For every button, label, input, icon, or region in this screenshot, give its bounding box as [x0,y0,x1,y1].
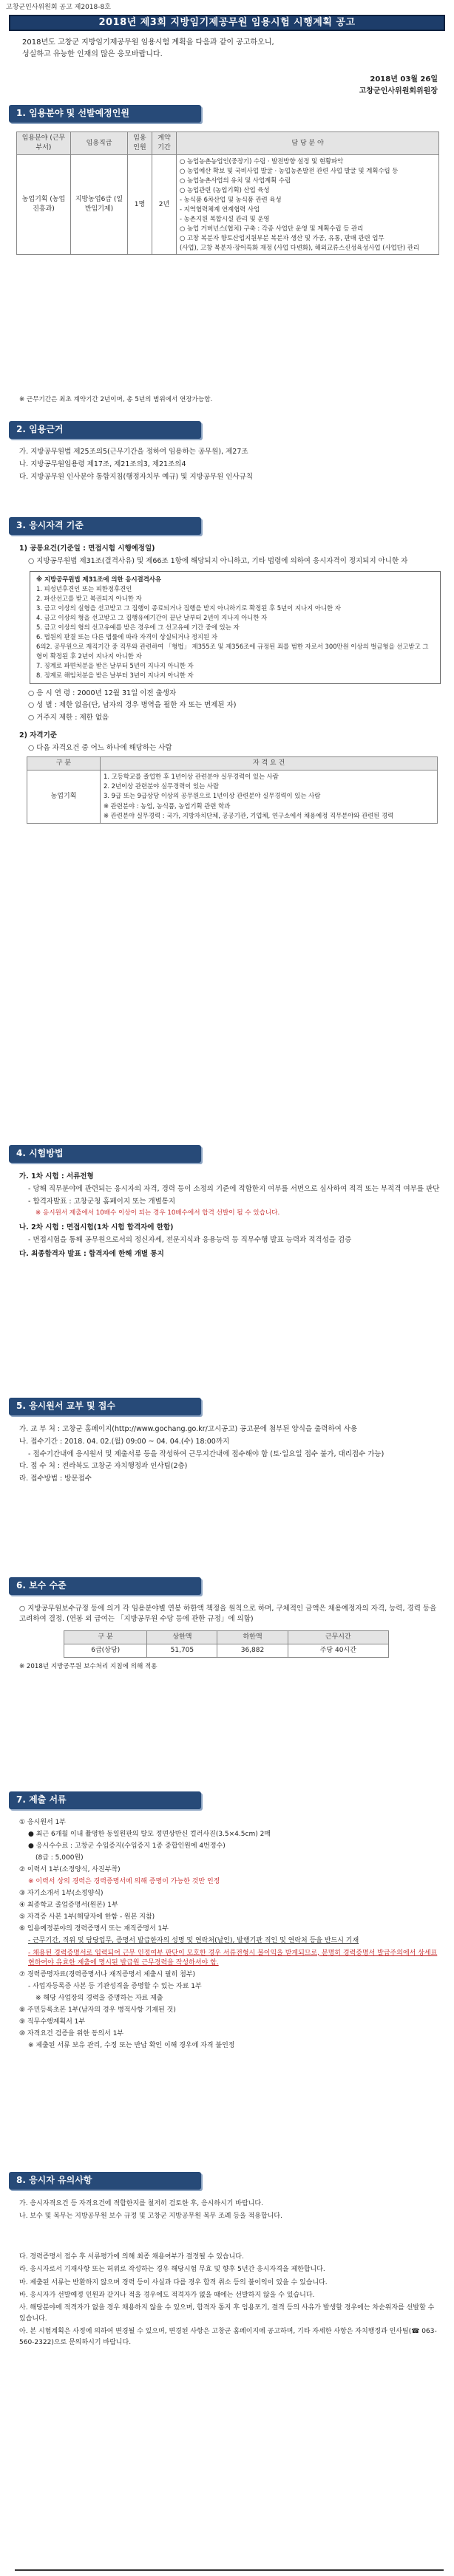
s3-sub1-line: ○ 지방공무원법 제31조(결격사유) 및 제66조 1항에 해당되지 아니하고, 기타 법령에 의하여 응시자격이 정지되지 아니한 자 [28,556,408,565]
col-header: 상한액 [147,1630,217,1644]
issuer: 고창군인사위원회위원장 [359,86,438,95]
s7-line: ※ 제출된 서류 보유 관리, 수정 또는 반납 확인 이해 경우에 자격 불인정 [28,2041,235,2049]
cell-grade: 지방농업6급 (일반임기제) [71,155,128,255]
s7-line: ⑦ 경력증명자료(경력증명서나 재직증명서 제출시 필히 첨부) [19,1970,196,1978]
s7-line: ● 응시수수료 : 고창군 수입증지(수입증지 1종 중합인원에 4번정수) [28,1842,226,1851]
col-header: 자 격 요 건 [101,756,438,770]
s2-line: 나. 지방공무원임용령 제17조, 제21조의3, 제21조의4 [19,459,186,468]
duty-line: ○ 농업 거버넌스(협치) 구축 : 각종 사업단 운영 및 계획수립 등 관리 [180,225,364,233]
s8-line: 가. 응시자격요건 등 자격요건에 적합한지를 철저히 검토한 후, 응시하시기 바랍니다. [19,2200,263,2207]
s4-sub2: 나. 2차 시험 : 면접시험(1차 시험 합격자에 한함) [19,1223,174,1231]
footer-rule [15,2569,444,2571]
issue-info [359,74,438,97]
cell-grade: 6급(상당) [64,1644,147,1657]
duty-line: ○ 농업예산 확보 및 국비사업 발굴 · 농업농촌발전 관련 사업 발굴 및 계획수립 등 [180,167,399,175]
section-title: 7. 제출 서류 [16,1794,67,1805]
s8-line: 나. 보수 및 복무는 지방공무원 보수 규정 및 고창군 지방공무원 복무 조례 등을 적용합니다. [19,2213,282,2221]
s7-line: - 근무기간, 직위 및 담당업무, 증명서 발급한자의 성명 및 연락처(날인), 발행기관 직인 및 연락처 등을 반드시 기재 [28,1937,359,1945]
section-title: 2. 임용근거 [16,424,64,434]
s5-line: 가. 교 부 처 : 고창군 홈페이지(http://www.gochang.go.kr/고시공고) 공고문에 첨부된 양식을 출력하여 사용 [19,1425,358,1433]
duty-line: - 농촌지원 복합시설 관리 및 운영 [180,215,270,223]
s7-line: - 사업자등록증 사본 등 기관성격을 증명할 수 있는 자료 1부 [28,1982,202,1990]
col-header: 계약기간 [152,132,177,155]
box-line: 3. 금고 이상의 실형을 선고받고 그 집행이 종료되거나 집행을 받지 아니하기로 확정된 후 5년이 지나지 아니한 자 [36,604,341,612]
s7-line: ④ 최종학교 졸업증명서(원본) 1부 [19,1902,118,1910]
s4-body [19,1172,441,1262]
cell-count: 1명 [128,155,152,255]
s8-body [19,2199,441,2350]
section-header-7 [9,1791,201,1809]
recruit-table [16,131,439,255]
req-line: 3. 9급 또는 9급상당 이상의 공무원으로 1년이상 관련분야 실무경력이 있는 사람 [104,792,321,800]
cell-field: 농업기획 (농업진흥과) [17,155,71,255]
req-line: ※ 관련분야 : 농업, 농식품, 농업기획 관련 학과 [104,802,231,810]
section-title: 1. 임용분야 및 선발예정인원 [16,108,129,118]
req-line: 1. 고등학교를 졸업한 후 1년이상 관련분야 실무경력이 있는 사람 [104,772,279,780]
s3-sub2: 2) 자격기준 [19,731,57,739]
s5-body [19,1424,441,1486]
s7-line: ⑩ 자격요건 검증을 위한 동의서 1부 [19,2029,124,2037]
box-line: 2. 파산선고를 받고 복권되지 아니한 자 [36,594,142,602]
s4-line: - 당해 직무분야에 관련되는 응시자의 자격, 경력 등이 소정의 기준에 적합한지 여부를 서면으로 심사하여 적격 또는 부적격 여부를 판단 [28,1184,440,1193]
s4-note: ※ 응시원서 제출에서 10배수 이상이 되는 경우 10배수에서 합격 선발이 될 수 있습니다. [35,1209,280,1217]
s7-line: ① 응시원서 1부 [19,1819,66,1826]
col-header: 하한액 [217,1630,288,1644]
section-header-3 [9,517,201,535]
s1-note: ※ 근무기간은 최초 계약기간 2년이며, 총 5년의 범위에서 연장가능함. [19,396,213,403]
duty-line: - 지역협력체계 연계협력 사업 [180,205,260,213]
col-header: 근무시간 [288,1630,388,1644]
s2-body [19,447,441,484]
s8-line: 아. 본 시험계획은 사정에 의하여 변경될 수 있으며, 변경된 사항은 고창군 홈페이지에 공고하며, 기타 자세한 사항은 자치행정과 인사팀(☎ 063-560-2322)으로 문의하시기 바랍니다. [19,2328,437,2346]
s4-line: - 면접시험을 통해 공무원으로서의 정신자세, 전문지식과 응용능력 등 직무수행 발표 능력과 적격성을 검증 [28,1235,352,1244]
s8-line: 다. 경력증명서 접수 후 서류평가에 의해 최종 채용여부가 결정될 수 있습니다. [19,2252,244,2261]
duty-line: ○ 농업농촌농업인(중장기) 수립 · 발전방향 설정 및 현황파악 [180,157,344,165]
section-title: 8. 응시자 유의사항 [16,2175,92,2185]
qualification-table [27,756,438,824]
s7-line: (8급 : 5,000원) [35,1854,84,1862]
section-header-8 [9,2172,201,2190]
cell-requirements [101,770,438,823]
s4-sub3: 다. 최종합격자 발표 : 합격자에 한해 개별 통지 [19,1250,164,1259]
cell-period: 2년 [152,155,177,255]
section-title: 4. 시험방법 [16,1148,64,1158]
s7-line: ⑤ 자격증 사본 1부(해당자에 한함 - 원본 지참) [19,1913,155,1921]
col-header: 담 당 분 야 [177,132,439,155]
box-line: 6의2. 공무원으로 재직기간 중 직무와 관련하여 「형법」 제355조 및 제356조에 규정된 죄를 범한 자로서 300만원 이상의 벌금형을 선고받고 그 형이 확정된 후 2년이 지나지 아니한 자 [36,642,429,660]
s3-body [19,544,441,824]
s8-line: 라. 응시자로서 기재사항 또는 허위로 작성하는 경우 해당시험 무효 및 향후 5년간 응시자격을 제한합니다. [19,2266,325,2274]
section-header-4 [9,1145,201,1163]
s2-line: 가. 지방공무원법 제25조의5(근무기간을 정하여 임용하는 공무원), 제27조 [19,448,248,456]
col-header: 임용직급 [71,132,128,155]
cond-line: ○ 응 시 연 령 : 2000년 12월 31일 이전 출생자 [28,689,177,697]
cell-duties [177,155,439,255]
s7-line: ⑧ 주민등록초본 1부(남자의 경우 병적사항 기재된 것) [19,2006,176,2014]
s8-line: 사. 해당분야에 적격자가 없을 경우 채용하지 않을 수 있으며, 합격자 통지 후 임용포기, 결격 등의 사유가 발생할 경우에는 차순위자를 선발할 수 있습니다. [19,2304,435,2323]
disqualification-box [30,571,441,684]
cell-hours: 주당 40시간 [288,1644,388,1657]
s8-line: 바. 응시자가 선발예정 인원과 같거나 적을 경우에도 적격자가 없을 때에는 선발하지 않을 수 있습니다. [19,2291,315,2299]
s7-body [19,1818,441,2053]
s5-line: - 접수기간내에 응시원서 및 제출서류 등을 작성하여 근무지간내에 접수해야 함 (토·일요일 접수 불가, 대리접수 가능) [28,1449,384,1458]
cell-max: 51,705 [147,1644,217,1657]
s8-line: 마. 제출된 서류는 반환하지 않으며 경력 등이 사실과 다를 경우 합격 취소 등의 불이익이 있을 수 있습니다. [19,2278,328,2286]
duty-line: ○ 농업농촌사업의 유치 및 사업계획 수립 [180,177,291,185]
s7-line: ※ 해당 사업장의 경력을 증명하는 자료 제출 [35,1994,163,2002]
s3-sub1: 1) 공통요건(기준일 : 면접시험 시행예정일) [19,544,155,553]
cell-field: 농업기획 [27,770,101,823]
duty-line: ○ 고창 복분자 향토산업지원부분 복분자 생산 및 가공, 유통, 판매 관련 업무 [180,234,384,242]
doc-number: 고창군인사위원회 공고 제2018-8호 [6,4,111,11]
box-line: 7. 징계로 파면처분을 받은 날부터 5년이 지나지 아니한 자 [36,661,194,669]
s6-line: ○ 지방공무원보수규정 등에 의거 각 임용분야별 연봉 하한액 책정을 원칙으로 하며, 구체적인 금액은 채용예정자의 자격, 능력, 경력 등을 고려하여 결정. (연봉 외 급여는 「지방공무원 수당 등에 관한 규정」에 의함) [19,1605,437,1623]
s7-line: ⑨ 직무수행계획서 1부 [19,2018,86,2026]
s7-line: ② 이력서 1부(소정양식, 사진부착) [19,1866,121,1874]
s7-line: ⑥ 임용예정분야의 경력증명서 또는 재직증명서 1부 [19,1925,169,1933]
col-header: 임용인원 [128,132,152,155]
s6-note: ※ 2018년 지방공무원 보수처리 지침에 의해 적용 [19,1662,157,1670]
s4-sub1: 가. 1차 시험 : 서류전형 [19,1172,94,1181]
cell-min: 36,882 [217,1644,288,1657]
duty-line: - 농식품 6차산업 및 농식품 관련 육성 [180,196,282,204]
box-line: 1. 피성년후견인 또는 피한정후견인 [36,584,132,592]
s7-line: - 채용된 경력증명서로 입력되어 근무 인정여부 판단이 모호한 경우 서류전형시 불이익을 받게되므로, 분명히 경력증명서 발급주의에서 상세표현하여야 유효한 제출에 명시된 발급원 근무경력을 작성하셔야 함. [28,1949,438,1967]
s4-line: - 합격자발표 : 고창군청 홈페이지 또는 개별통지 [28,1197,176,1206]
box-line: 4. 금고 이상의 형을 선고받고 그 집행유예기간이 끝난 날부터 2년이 지나지 아니한 자 [36,613,268,621]
cond-line: ○ 성 별 : 제한 없음(단, 남자의 경우 병역을 필한 자 또는 면제된 자) [28,701,237,710]
box-line: 8. 징계로 해임처분을 받은 날부터 3년이 지나지 아니한 자 [36,671,194,679]
col-header: 임용분야 (근무부서) [17,132,71,155]
req-line: ※ 관련분야 실무경력 : 국가, 지방자치단체, 공공기관, 기업체, 연구소에서 채용예정 직무분야와 관련된 경력 [104,812,394,820]
section-title: 5. 응시원서 교부 및 접수 [16,1401,115,1411]
section-header-6 [9,1577,201,1595]
s5-line: 라. 접수방법 : 방문접수 [19,1475,92,1483]
s5-line: 다. 접 수 처 : 전라북도 고창군 자치행정과 인사팀(2층) [19,1462,188,1471]
box-title: ※ 지방공무원법 제31조에 의한 응시결격사유 [36,575,161,583]
s2-line: 다. 지방공무원 인사분야 통합지침(행정자치부 예규) 및 지방공무원 인사규칙 [19,472,254,481]
s6-body [19,1604,441,1673]
s7-line: ③ 자기소개서 1부(소정양식) [19,1890,104,1898]
section-title: 3. 응시자격 기준 [16,520,84,530]
intro-line: 성실하고 유능한 인재의 많은 응모바랍니다. [22,50,163,58]
box-line: 5. 금고 이상의 형의 선고유예를 받은 경우에 그 선고유예 기간 중에 있는 자 [36,623,240,631]
s7-line: ● 최근 6개월 이내 촬영한 동일원판의 탈모 정면상반신 컬러사진(3.5×4.5cm) 2매 [28,1831,271,1839]
intro-line: 2018년도 고창군 지방임기제공무원 임용시험 계획을 다음과 같이 공고하오니, [22,38,274,47]
req-line: 2. 2년이상 관련분야 실무경력이 있는 사람 [104,782,220,790]
col-header: 구 분 [27,756,101,770]
cond-line: ○ 거주지 제한 : 제한 없음 [28,714,109,722]
col-header: 구 분 [64,1630,147,1644]
intro-text [22,37,436,61]
section-title: 6. 보수 수준 [16,1580,67,1591]
s3-sub2-line: ○ 다음 자격요건 중 어느 하나에 해당하는 사람 [28,743,172,752]
duty-line: ○ 농업관련 (농업기획) 산업 육성 [180,186,270,194]
s7-line: ※ 이력서 상의 경력은 경력증명서에 의해 증명이 가능한 것만 인정 [28,1878,220,1886]
duty-line: (사업), 고창 복분자·장어특화 재정 (사업 다변화), 해외교류스신성육성사업 (사업단) 관리 [180,244,419,252]
s5-line: 나. 접수기간 : 2018. 04. 02.(월) 09:00 ~ 04. 04.(수) 18:00까지 [19,1437,230,1446]
issue-date: 2018년 03월 26일 [370,75,438,83]
salary-table [64,1630,389,1658]
box-line: 6. 법원의 판결 또는 다른 법률에 따라 자격이 상실되거나 정지된 자 [36,632,217,640]
page-title: 2018년 제3회 지방임기제공무원 임용시험 시행계획 공고 [9,15,445,31]
section-header-2 [9,421,201,439]
section-header-1 [9,105,201,123]
section-header-5 [9,1398,201,1415]
